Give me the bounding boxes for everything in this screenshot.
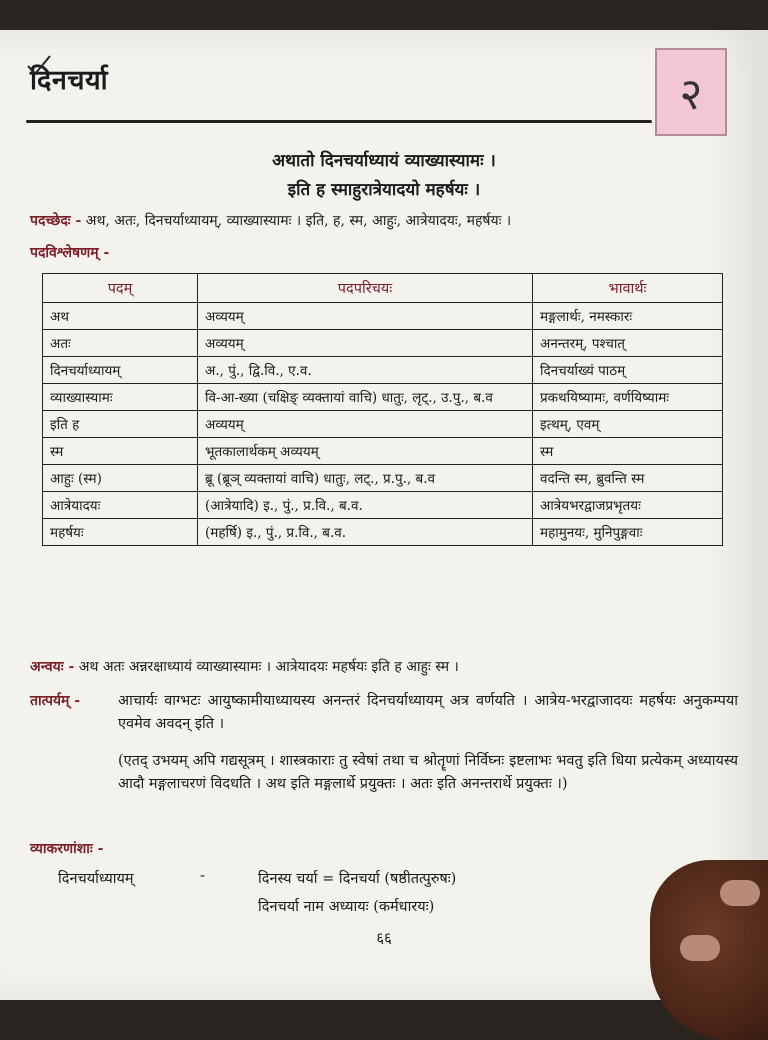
table-row bbox=[43, 492, 723, 519]
grammar-dash: - bbox=[200, 868, 205, 884]
table-row bbox=[43, 519, 723, 546]
table-cell: अव्ययम् bbox=[198, 411, 533, 438]
grammar-line-2: दिनचर्या नाम अध्यायः (कर्मधारयः) bbox=[258, 899, 435, 915]
table-cell: ब्रू (ब्रूञ् व्यक्तायां वाचि) धातुः, लट्., प्र.पु., ब.व bbox=[198, 465, 533, 492]
vyakarana-heading bbox=[30, 838, 740, 860]
table-cell: अनन्तरम्, पश्चात् bbox=[533, 330, 723, 357]
chapter-title bbox=[30, 60, 108, 97]
tatparya-para-1: आचार्यः वाग्भटः आयुष्कामीयाध्यायस्य अनन्तरं दिनचर्याध्यायम् अत्र वर्णयति । आत्रेय-भरद्वाजादयः महर्षयः अनुकम्पया एवमेव अवदन् इति । bbox=[118, 693, 738, 732]
table-cell: आत्रेयभरद्वाजप्रभृतयः bbox=[533, 492, 723, 519]
table-cell: आहुः (स्म) bbox=[43, 465, 198, 492]
table-cell: अव्ययम् bbox=[198, 303, 533, 330]
grammar-line-1: दिनस्य चर्या = दिनचर्या (षष्ठीतत्पुरुषः) bbox=[258, 871, 457, 887]
table-cell: इत्थम्, एवम् bbox=[533, 411, 723, 438]
grammar-term: दिनचर्याध्यायम् bbox=[58, 871, 134, 887]
table-cell: स्म bbox=[533, 438, 723, 465]
hand-photo bbox=[650, 860, 768, 1040]
page-number: ६६ bbox=[376, 929, 392, 947]
table-cell: भूतकालार्थकम् अव्ययम् bbox=[198, 438, 533, 465]
table-cell: दिनचर्याध्यायम् bbox=[43, 357, 198, 384]
tick-mark-icon bbox=[26, 54, 52, 76]
table-cell: स्म bbox=[43, 438, 198, 465]
tatparya-para-2: (एतद् उभयम् अपि गद्यसूत्रम् । शास्त्रकाराः तु स्वेषां तथा च श्रोतॄणां निर्विघ्नः इष्टलाभः भवतु इति धिया प्रत्येकम् अध्यायस्य आदौ मङ्गलाचरणं विदधति । अथ इति मङ्गलार्थे प्रयुक्तः । अतः इति अनन्तरार्थे प्रयुक्तः ।) bbox=[118, 753, 738, 792]
padachheda-text: अथ, अतः, दिनचर्याध्यायम्, व्याख्यास्यामः । इति, ह, स्म, आहुः, आत्रेयादयः, महर्षयः । bbox=[85, 213, 512, 229]
table-cell: वि-आ-ख्या (चक्षिङ् व्यक्तायां वाचि) धातुः, लृट्., उ.पु., ब.व bbox=[198, 384, 533, 411]
padavishleshana-label: पदविश्लेषणम् - bbox=[30, 245, 110, 261]
fingernail bbox=[720, 880, 760, 906]
table-cell: व्याख्यास्यामः bbox=[43, 384, 198, 411]
table-row bbox=[43, 411, 723, 438]
table-cell: (आत्रेयादि) इ., पुं., प्र.वि., ब.व. bbox=[198, 492, 533, 519]
table-cell: आत्रेयादयः bbox=[43, 492, 198, 519]
header-bhavartha: भावार्थः bbox=[533, 274, 723, 303]
anvaya-line bbox=[30, 656, 740, 678]
table-cell: अ., पुं., द्वि.वि., ए.व. bbox=[198, 357, 533, 384]
table-cell: अतः bbox=[43, 330, 198, 357]
table-cell: अव्ययम् bbox=[198, 330, 533, 357]
chapter-title-text: दिनचर्या bbox=[30, 65, 109, 96]
padachheda-line bbox=[30, 210, 740, 232]
verse-line-2: इति ह स्माहुरात्रेयादयो महर्षयः । bbox=[287, 180, 481, 200]
verse-line-1: अथातो दिनचर्याध्यायं व्याख्यास्यामः । bbox=[272, 151, 496, 171]
table-cell: वदन्ति स्म, ब्रुवन्ति स्म bbox=[533, 465, 723, 492]
table-row bbox=[43, 465, 723, 492]
table-cell: दिनचर्याख्यं पाठम् bbox=[533, 357, 723, 384]
table-header-row bbox=[43, 274, 723, 303]
table-cell: महर्षयः bbox=[43, 519, 198, 546]
table-row bbox=[43, 438, 723, 465]
table-cell: इति ह bbox=[43, 411, 198, 438]
anvaya-label: अन्वयः - bbox=[30, 659, 75, 675]
title-underline bbox=[26, 120, 652, 123]
chapter-number-badge bbox=[655, 48, 727, 136]
table-cell: (महर्षि) इ., पुं., प्र.वि., ब.व. bbox=[198, 519, 533, 546]
table-row bbox=[43, 303, 723, 330]
chapter-number: २ bbox=[679, 69, 703, 120]
table-cell: महामुनयः, मुनिपुङ्गवाः bbox=[533, 519, 723, 546]
word-analysis-table bbox=[42, 273, 723, 546]
header-padam: पदम् bbox=[43, 274, 198, 303]
table-cell: मङ्गलार्थः, नमस्कारः bbox=[533, 303, 723, 330]
table-row bbox=[43, 330, 723, 357]
padachheda-label: पदच्छेदः - bbox=[30, 213, 82, 229]
anvaya-text: अथ अतः अन्नरक्षाध्यायं व्याख्यास्यामः । आत्रेयादयः महर्षयः इति ह आहुः स्म । bbox=[78, 659, 459, 675]
header-padaparichaya: पदपरिचयः bbox=[198, 274, 533, 303]
vyakarana-label: व्याकरणांशाः - bbox=[30, 841, 104, 857]
table-row bbox=[43, 357, 723, 384]
padavishleshana-heading bbox=[30, 242, 740, 264]
table-cell: अथ bbox=[43, 303, 198, 330]
table-row bbox=[43, 384, 723, 411]
tatparya-label: तात्पर्यम् - bbox=[30, 693, 81, 709]
table-cell: प्रकथयिष्यामः, वर्णयिष्यामः bbox=[533, 384, 723, 411]
